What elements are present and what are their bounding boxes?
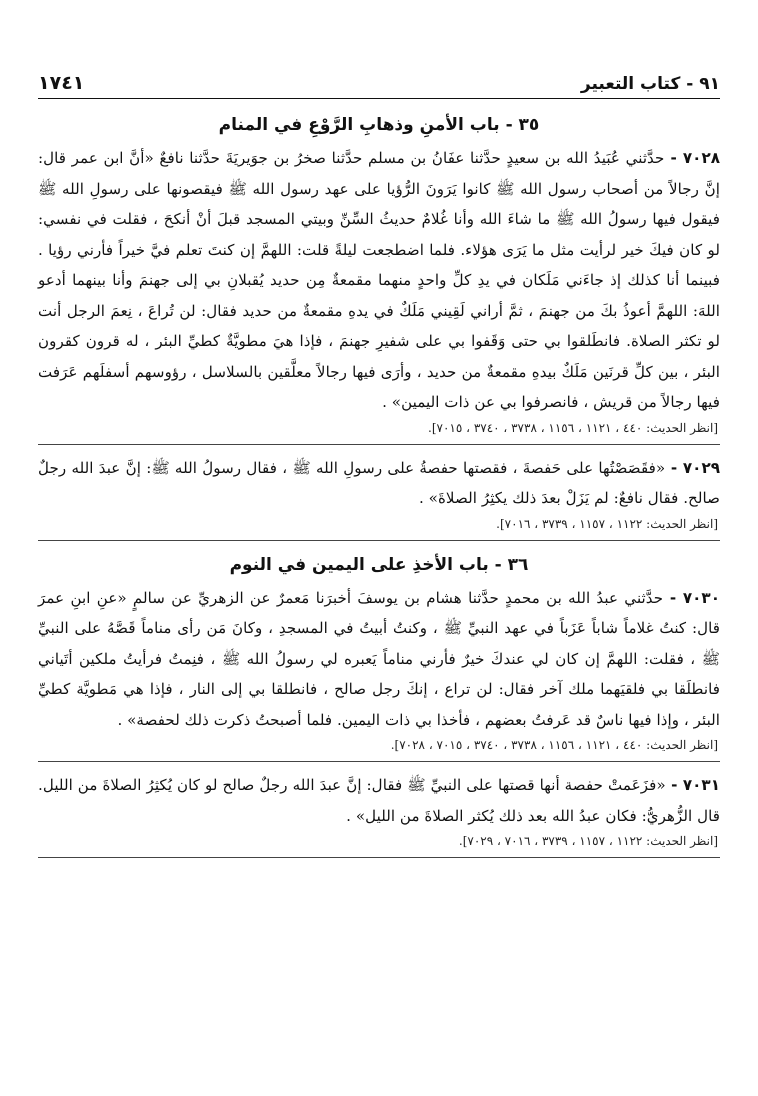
hadith-text: حدَّثني عبدُ الله بن محمدٍ حدَّثنا هشام بن يوسفَ أخبرَنا مَعمرٌ عن الزهريِّ عن سالمٍ «عنِ ابنِ عمرَ قال: كنتُ غلاماً شاباً عَزَباً في عهد النبيِّ ﷺ ، وكنتُ أبيتُ في المسجدِ ، وكانَ مَن رأى مناماً قَصَّهُ على النبيِّ ﷺ ، فقلت: اللهمَّ إن كان لي عندكَ خيرٌ فأرني مناماً يَعبره لي رسولُ الله ﷺ ، فنِمتُ فرأيتُ ملكين أتَياني فانطلَقا بي فلقيَهما ملك آخر فقال: لن تراع ، إنكَ رجل صالح ، فانطلقا بي إلى النار ، فإذا هي مَطويَّة كطيِّ البئر ، وإذا فيها ناسٌ قد عَرفتُ بعضهم ، فأخذا بي ذات اليمين. فلما أصبحتُ ذكرت ذلك لحفصة» .	[38, 588, 720, 729]
running-header	[38, 56, 720, 99]
hadith-number: ٧٠٢٩ -	[665, 458, 720, 477]
hadith-reference: [انظر الحديث: ٤٤٠ ، ١١٢١ ، ١١٥٦ ، ٣٧٣٨ ، ٣٧٤٠ ، ٧٠١٥ ، ٧٠٢٨].	[38, 735, 720, 762]
chapter-heading-35: ٣٥ - باب الأمنِ وذهابِ الرَّوْعِ في المنام	[218, 115, 540, 135]
hadith-7028	[38, 143, 720, 418]
hadith-reference: [انظر الحديث: ١١٢٢ ، ١١٥٧ ، ٣٧٣٩ ، ٧٠١٦].	[38, 514, 720, 541]
hadith-number: ٧٠٢٨ -	[664, 149, 720, 167]
book-chapter-title: ٩١ - كتاب التعبير	[580, 74, 720, 94]
hadith-7029	[38, 453, 720, 514]
book-page	[38, 56, 720, 864]
hadith-reference: [انظر الحديث: ١١٢٢ ، ١١٥٧ ، ٣٧٣٩ ، ٧٠١٦ ، ٧٠٢٩].	[38, 831, 720, 858]
hadith-number: ٧٠٣١ -	[665, 776, 720, 794]
hadith-number: ٧٠٣٠ -	[663, 588, 720, 607]
hadith-7030	[38, 583, 720, 736]
hadith-text: «فقَصَصْتُها على حَفصةَ ، فقصتها حفصةُ على رسولِ الله ﷺ ، فقال رسولُ الله ﷺ: إنَّ عبدَ الله رجلٌ صالح. فقال نافعٌ: لم يَزَلْ بعدَ ذلك يكثِرُ الصلاةَ» .	[38, 458, 720, 507]
page-number: ١٧٤١	[38, 72, 85, 94]
hadith-reference: [انظر الحديث: ٤٤٠ ، ١١٢١ ، ١١٥٦ ، ٣٧٣٨ ، ٣٧٤٠ ، ٧٠١٥].	[38, 418, 720, 445]
chapter-heading-36: ٣٦ - باب الأخذِ على اليمين في النوم	[229, 554, 529, 575]
hadith-text: حدَّثني عُبَيدُ الله بن سعيدٍ حدَّثنا عفَانُ بن مسلم حدَّثنا صخرُ بن جوَيريَةَ حدَّثنا نافعٌ «أنَّ ابن عمر قال: إنَّ رجالاً من أصحاب رسول الله ﷺ كانوا يَرَونَ الرُّؤيا على عهد رسول الله ﷺ فيقصونها على رسولِ الله ﷺ فيقول فيها رسولُ الله ﷺ ما شاءَ الله وأنا غُلامٌ حديثُ السِّنِّ وبيتي المسجد قبلَ أنْ أنكحَ ، فقلت في نفسي: لو كان فيكَ خير لرأيت مثل ما يَرَى هؤلاء. فلما اضطجعت ليلةً قلت: اللهمَّ إن كنتَ تعلم فيَّ خيراً فأرني رؤيا . فبينما أنا كذلك إذ جاءَني مَلَكان في يدِ كلِّ واحدٍ منهما مقمعةٌ مِن حديد يُقبلانِ بي إلى جهنمَ وأنا بينهما أدعو اللهَ: اللهمَّ أعوذُ بكَ من جهنمَ ، ثمَّ أراني لَقِيني مَلَكٌ في يدهِ مقمعةٌ من حديد فقال: لن تُراعَ ، نِعمَ الرجل أنت لو تكثر الصلاة. فانطَلقوا بي حتى وَقَفوا بي على شفيرِ جهنمَ ، فإذا هيَ مطويَّةٌ كطيِّ البئر ، له قرون كقرون البئر ، بين كلِّ قرنَين مَلَكٌ بيدهِ مقمعةٌ من حديد ، وأرَى فيها رجالاً معلَّقين بالسلاسل ، رؤوسهم أسفلَهم عَرَفت فيها رجالاً من قريش ، فانصرفوا بي عن ذات اليمين» .	[38, 149, 720, 411]
hadith-text: «فزَعَمتْ حفصة أنها قصتها على النبيِّ ﷺ فقال: إنَّ عبدَ الله رجلٌ صالح لو كان يُكثِرُ الصلاةَ من الليل. قال الزُّهريُّ: فكان عبدُ الله بعد ذلك يُكثر الصلاةَ من الليل» .	[38, 776, 720, 825]
hadith-7031	[38, 770, 720, 831]
